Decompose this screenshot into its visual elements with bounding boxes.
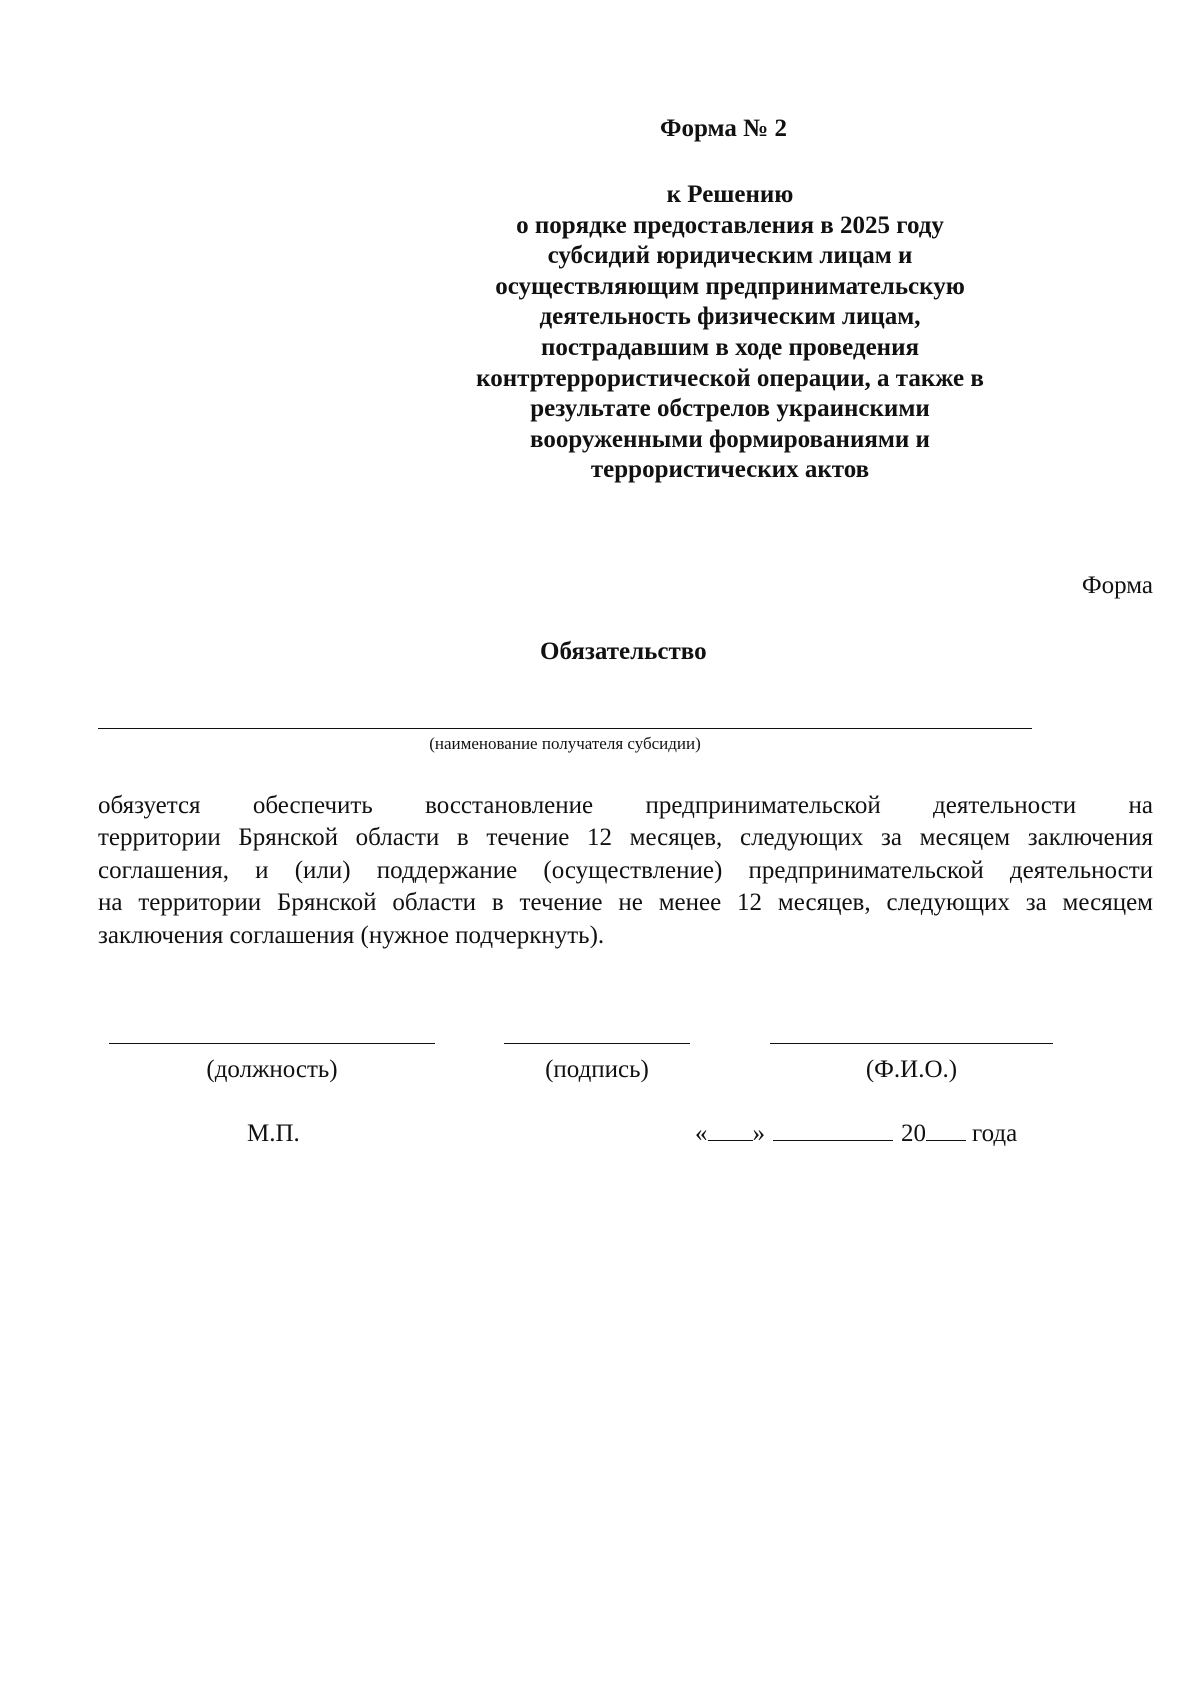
signature-field[interactable]: [504, 1043, 690, 1044]
date-open-quote: «: [695, 1120, 708, 1147]
decision-line: субсидий юридическим лицам и: [547, 242, 913, 270]
obligation-line: на территории Брянской области в течение не менее 12 месяцев, следующих за месяцем: [98, 889, 1153, 917]
decision-line: к Решению: [666, 181, 794, 208]
stamp-placeholder: М.П.: [247, 1120, 300, 1147]
form-label: Форма: [1081, 572, 1153, 599]
position-caption: (должность): [206, 1056, 338, 1083]
form-number: Форма № 2: [660, 115, 787, 142]
date-day-field[interactable]: [708, 1139, 753, 1141]
fio-caption: (Ф.И.О.): [865, 1056, 958, 1083]
date-line: [695, 1120, 1017, 1148]
obligation-text: [98, 790, 1153, 952]
obligation-line: заключения соглашения (нужное подчеркнуть).: [98, 921, 605, 949]
date-suffix: года: [972, 1120, 1018, 1147]
date-close-quote: »: [752, 1120, 765, 1147]
date-month-field[interactable]: [773, 1139, 893, 1141]
decision-reference: [430, 180, 1030, 486]
obligation-line: территории Брянской области в течение 12 месяцев, следующих за месяцем заключения: [98, 824, 1153, 852]
decision-line: террористических актов: [590, 456, 870, 484]
decision-line: пострадавшим в ходе проведения: [540, 333, 920, 361]
date-year-field[interactable]: [926, 1139, 966, 1141]
signature-caption: (подпись): [545, 1056, 649, 1083]
decision-line: осуществляющим предпринимательскую: [495, 272, 965, 300]
obligation-line: соглашения, и (или) поддержание (осуществление) предпринимательской деятельности: [98, 856, 1153, 884]
recipient-name-field[interactable]: [98, 728, 1032, 729]
decision-line: контртеррористической операции, а также в: [476, 364, 984, 392]
fio-field[interactable]: [770, 1043, 1053, 1044]
obligation-line: обязуется обеспечить восстановление предпринимательской деятельности на: [98, 792, 1153, 819]
decision-line: результате обстрелов украинскими: [530, 395, 930, 423]
document-title: Обязательство: [540, 638, 707, 665]
decision-line: деятельность физическим лицам,: [539, 303, 921, 331]
date-year-prefix: 20: [901, 1120, 926, 1147]
decision-line: о порядке предоставления в 2025 году: [516, 211, 944, 239]
position-field[interactable]: [109, 1043, 435, 1044]
decision-line: вооруженными формированиями и: [530, 425, 930, 453]
recipient-caption: (наименование получателя субсидии): [429, 734, 701, 753]
